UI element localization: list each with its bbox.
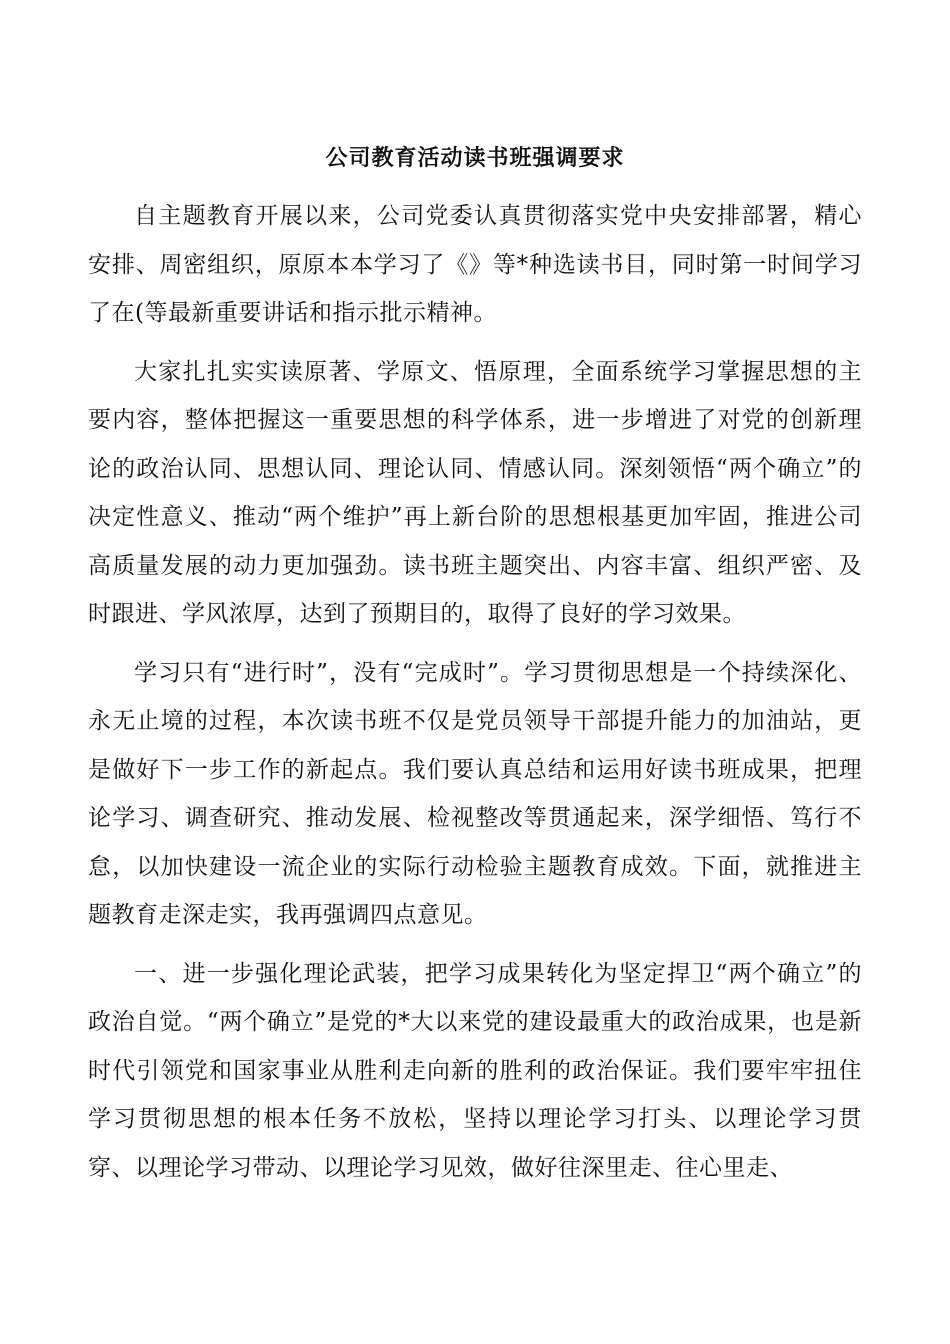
document-body — [88, 192, 862, 1202]
document-title: 公司教育活动读书班强调要求 — [325, 145, 625, 171]
paragraph-1: 自主题教育开展以来，公司党委认真贯彻落实党中央安排部署，精心安排、周密组织，原原本本学习了《》等*种选读书目，同时第一时间学习了在(等最新重要讲话和指示批示精神。 — [88, 203, 862, 326]
paragraph-3: 学习只有“进行时”，没有“完成时”。学习贯彻思想是一个持续深化、永无止境的过程，本次读书班不仅是党员领导干部提升能力的加油站，更是做好下一步工作的新起点。我们要认真总结和运用好读书班成果，把理论学习、调查研究、推动发展、检视整改等贯通起来，深学细悟、笃行不怠，以加快建设一流企业的实际行动检验主题教育成效。下面，就推进主题教育走深走实，我再强调四点意见。 — [88, 659, 862, 928]
paragraph-2: 大家扎扎实实读原著、学原文、悟原理，全面系统学习掌握思想的主要内容，整体把握这一重要思想的科学体系，进一步增进了对党的创新理论的政治认同、思想认同、理论认同、情感认同。深刻领悟“两个确立”的决定性意义、推动“两个维护”再上新台阶的思想根基更加牢固，推进公司高质量发展的动力更加强劲。读书班主题突出、内容丰富、组织严密、及时跟进、学风浓厚，达到了预期目的，取得了良好的学习效果。 — [88, 358, 862, 627]
paragraph-4: 一、进一步强化理论武装，把学习成果转化为坚定捍卫“两个确立”的政治自觉。“两个确立”是党的*大以来党的建设最重大的政治成果，也是新时代引领党和国家事业从胜利走向新的胜利的政治保证。我们要牢牢扭住学习贯彻思想的根本任务不放松，坚持以理论学习打头、以理论学习贯穿、以理论学习带动、以理论学习见效，做好往深里走、往心里走、 — [88, 960, 862, 1181]
